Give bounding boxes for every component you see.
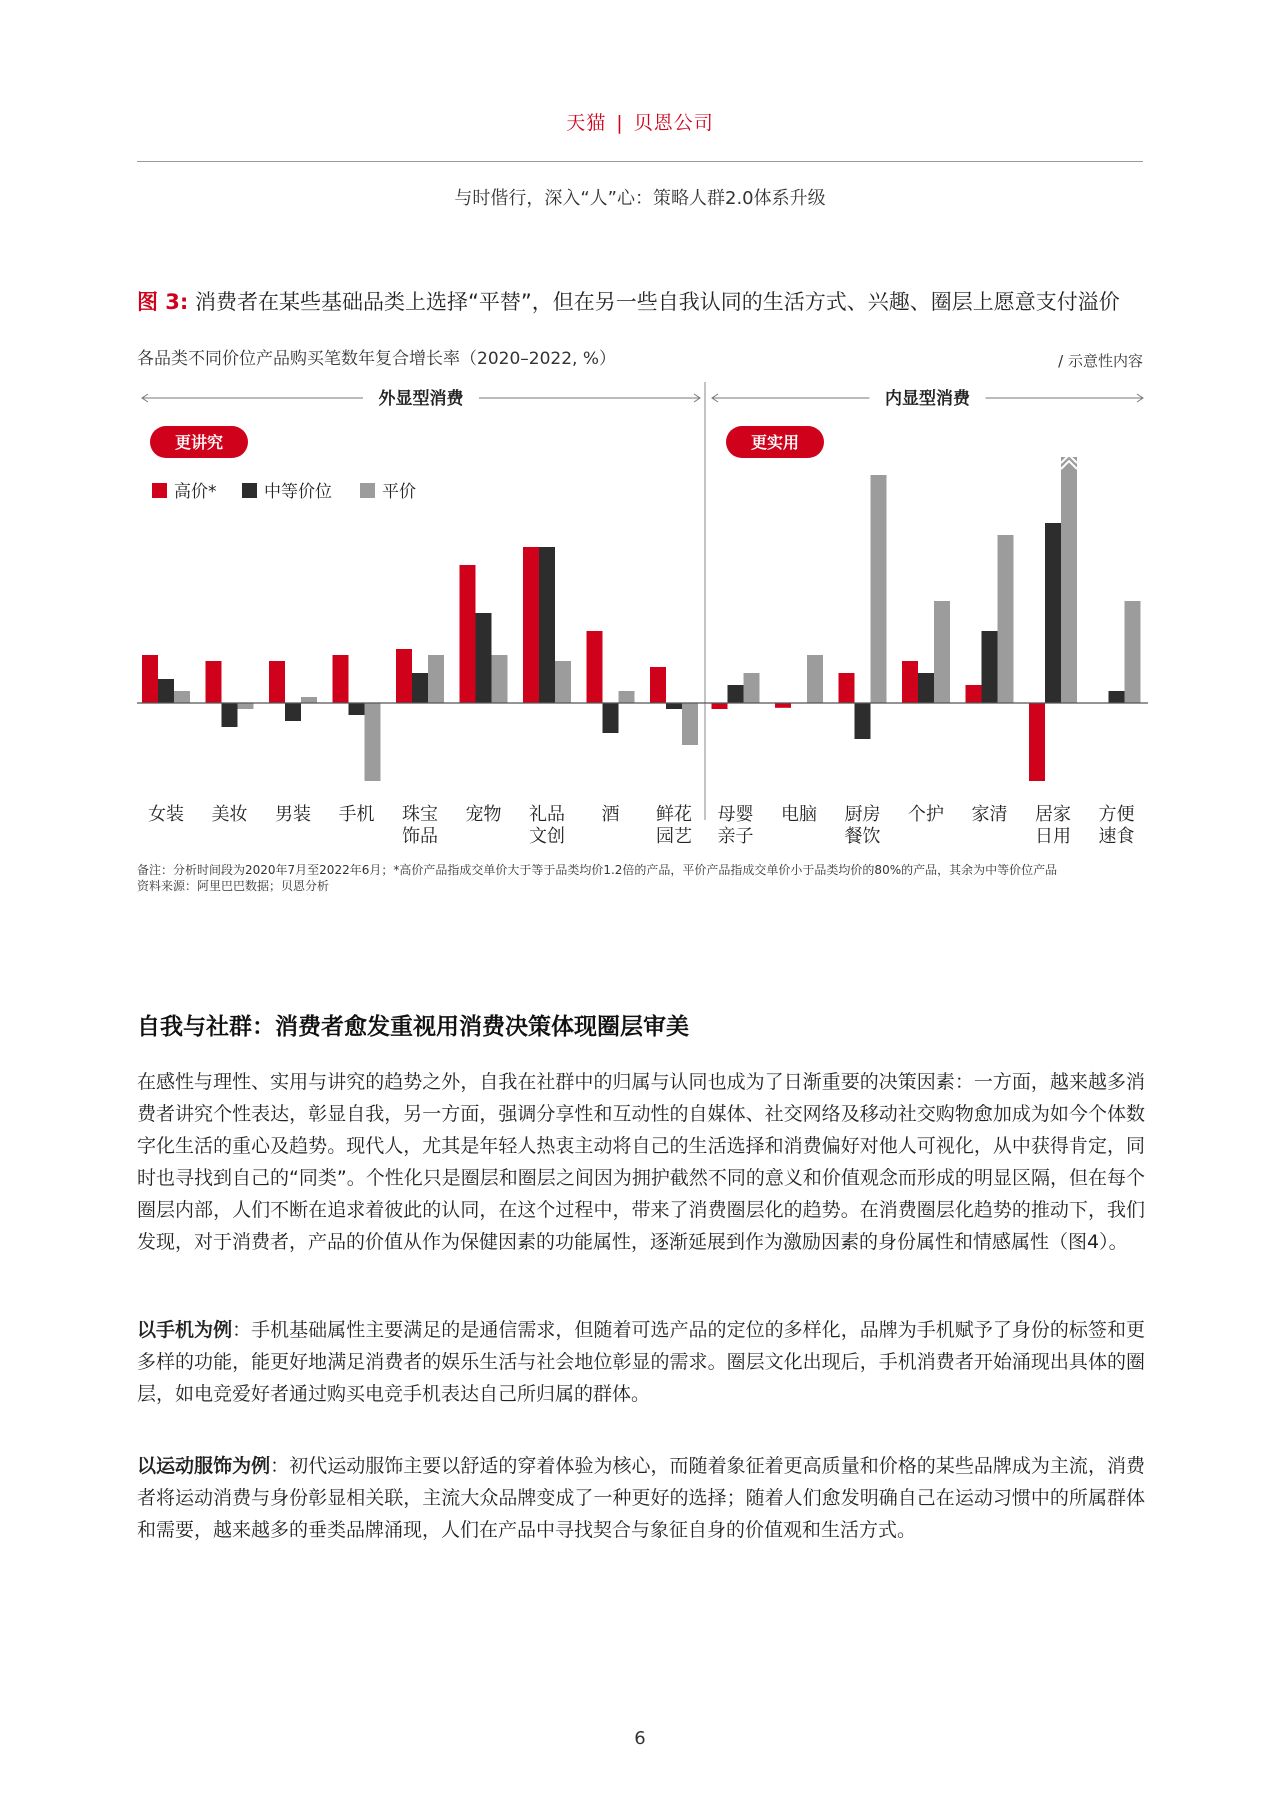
bar-0-13: [966, 685, 982, 703]
bar-1-2: [285, 703, 301, 721]
bar-1-6: [539, 547, 555, 703]
brand-tmall: 天猫: [566, 112, 607, 134]
category-label-6-0: 礼品: [529, 804, 565, 825]
legend-label-1: 中等价位: [264, 482, 332, 502]
badge-label-1: 更实用: [750, 433, 800, 452]
category-label-14-1: 日用: [1035, 826, 1071, 847]
body-paragraph-3: [137, 1450, 1145, 1546]
bar-2-11: [871, 475, 887, 703]
bar-1-12: [918, 673, 934, 703]
bar-0-2: [269, 661, 285, 703]
bar-2-9: [744, 673, 760, 703]
category-label-6-1: 文创: [529, 826, 565, 847]
bar-0-10: [775, 703, 791, 708]
category-label-4-0: 珠宝: [402, 804, 438, 825]
brand-separator: |: [616, 112, 624, 134]
section-heading: 自我与社群：消费者愈发重视用消费决策体现圈层审美: [137, 1014, 689, 1040]
figure-title-text: 消费者在某些基础品类上选择“平替”，但在另一些自我认同的生活方式、兴趣、圈层上愿意支付溢价: [188, 290, 1120, 314]
category-label-3-0: 手机: [338, 804, 375, 825]
bar-0-0: [142, 655, 158, 703]
bar-2-0: [174, 691, 190, 703]
figure-note: / 示意性内容: [1058, 352, 1143, 370]
category-label-7-0: 酒: [601, 804, 620, 825]
badge-label-0: 更讲究: [174, 433, 224, 452]
bar-1-8: [666, 703, 682, 709]
paragraph-2-lead: 以手机为例: [137, 1319, 233, 1341]
brand-bain: 贝恩公司: [633, 112, 714, 134]
bar-0-12: [902, 661, 918, 703]
bar-0-5: [460, 565, 476, 703]
category-label-11-1: 餐饮: [844, 826, 881, 847]
figure-source: 资料来源：阿里巴巴数据；贝恩分析: [137, 879, 330, 893]
category-label-12-0: 个护: [908, 804, 944, 825]
bar-1-3: [349, 703, 365, 715]
legend-label-2: 平价: [382, 482, 416, 502]
bar-1-13: [982, 631, 998, 703]
bar-1-11: [855, 703, 871, 739]
bar-2-12: [934, 601, 950, 703]
bar-2-2: [301, 697, 317, 703]
bar-0-11: [839, 673, 855, 703]
bar-2-13: [998, 535, 1014, 703]
bar-0-4: [396, 649, 412, 703]
category-label-14-0: 居家: [1035, 804, 1071, 825]
category-label-13-0: 家清: [971, 804, 1008, 825]
bar-0-6: [523, 547, 539, 703]
paragraph-3-lead: 以运动服饰为例: [137, 1455, 271, 1477]
bar-2-3: [365, 703, 381, 781]
category-label-15-0: 方便: [1098, 804, 1135, 825]
paragraph-3-text: ：初代运动服饰主要以舒适的穿着体验为核心，而随着象征着更高质量和价格的某些品牌成为主流，消费者将运动消费与身份彰显相关联，主流大众品牌变成了一种更好的选择；随着人们愈发明确自己在运动习惯中的所属群体和需要，越来越多的垂类品牌涌现，人们在产品中寻找契合与象征自身的价值观和生活方式。: [137, 1455, 1145, 1541]
legend-label-0: 高价*: [174, 482, 217, 502]
bar-0-9: [712, 703, 728, 709]
report-subtitle: 与时偕行，深入“人”心：策略人群2.0体系升级: [454, 188, 826, 209]
bar-0-7: [587, 631, 603, 703]
group-label-1: 内显型消费: [885, 389, 970, 409]
bar-2-10: [807, 655, 823, 703]
category-label-2-0: 男装: [275, 804, 311, 825]
category-label-15-1: 速食: [1098, 826, 1135, 847]
category-label-8-1: 园艺: [656, 826, 692, 847]
paragraph-2-text: ：手机基础属性主要满足的是通信需求，但随着可选产品的定位的多样化，品牌为手机赋予了身份的标签和更多样的功能，能更好地满足消费者的娱乐生活与社会地位彰显的需求。圈层文化出现后，手机消费者开始涌现出具体的圈层，如电竞爱好者通过购买电竞手机表达自己所归属的群体。: [137, 1319, 1145, 1405]
bar-2-15: [1125, 601, 1141, 703]
figure-footnotes: [137, 862, 1147, 894]
category-label-4-1: 饰品: [402, 826, 438, 847]
bar-2-6: [555, 661, 571, 703]
legend-swatch-1: [242, 483, 257, 498]
bar-2-8: [682, 703, 698, 745]
bar-0-8: [650, 667, 666, 703]
figure-subtitle: 各品类不同价位产品购买笔数年复合增长率（2020–2022, %）: [137, 349, 616, 369]
bar-1-5: [476, 613, 492, 703]
figure-title: [137, 286, 1147, 316]
category-label-0-0: 女装: [148, 804, 184, 825]
bar-0-3: [333, 655, 349, 703]
bar-0-14: [1029, 703, 1045, 781]
bar-1-9: [728, 685, 744, 703]
bar-1-15: [1109, 691, 1125, 703]
category-label-5-0: 宠物: [465, 804, 502, 825]
page-number: 6: [634, 1728, 646, 1749]
bar-1-7: [603, 703, 619, 733]
figure-label: 图 3:: [137, 290, 189, 314]
bar-2-7: [619, 691, 635, 703]
bar-1-1: [222, 703, 238, 727]
category-label-8-0: 鲜花: [656, 804, 692, 825]
bar-2-5: [492, 655, 508, 703]
header-rule: [137, 161, 1143, 162]
body-paragraph-1: 在感性与理性、实用与讲究的趋势之外，自我在社群中的归属与认同也成为了日渐重要的决策因素：一方面，越来越多消费者讲究个性表达，彰显自我，另一方面，强调分享性和互动性的自媒体、社交网络及移动社交购物愈加成为如今个体数字化生活的重心及趋势。现代人，尤其是年轻人热衷主动将自己的生活选择和消费偏好对他人可视化，从中获得肯定，同时也寻找到自己的“同类”。个性化只是圈层和圈层之间因为拥护截然不同的意义和价值观念而形成的明显区隔，但在每个圈层内部，人们不断在追求着彼此的认同，在这个过程中，带来了消费圈层化的趋势。在消费圈层化趋势的推动下，我们发现，对于消费者，产品的价值从作为保健因素的功能属性，逐渐延展到作为激励因素的身份属性和情感属性（图4）。: [137, 1071, 1145, 1253]
legend-swatch-2: [360, 483, 375, 498]
category-label-9-0: 母婴: [717, 804, 754, 825]
category-label-11-0: 厨房: [844, 804, 881, 825]
group-label-0: 外显型消费: [378, 389, 464, 409]
growth-bar-chart: [0, 370, 1280, 850]
legend-swatch-0: [152, 483, 167, 498]
bar-0-1: [206, 661, 222, 703]
figure-notes-line: 备注：分析时间段为2020年7月至2022年6月；*高价产品指成交单价大于等于品类均价1.2倍的产品，平价产品指成交单价小于品类均价的80%的产品，其余为中等价位产品: [137, 863, 1058, 877]
bar-2-14: [1061, 457, 1077, 703]
bar-1-0: [158, 679, 174, 703]
category-label-10-0: 电脑: [781, 804, 817, 825]
bar-2-1: [238, 703, 254, 709]
body-paragraph-2: [137, 1314, 1145, 1410]
bar-1-4: [412, 673, 428, 703]
report-brand: [0, 108, 1280, 135]
bar-1-14: [1045, 523, 1061, 703]
bar-2-4: [428, 655, 444, 703]
category-label-1-0: 美妆: [211, 804, 248, 825]
category-label-9-1: 亲子: [717, 826, 754, 847]
